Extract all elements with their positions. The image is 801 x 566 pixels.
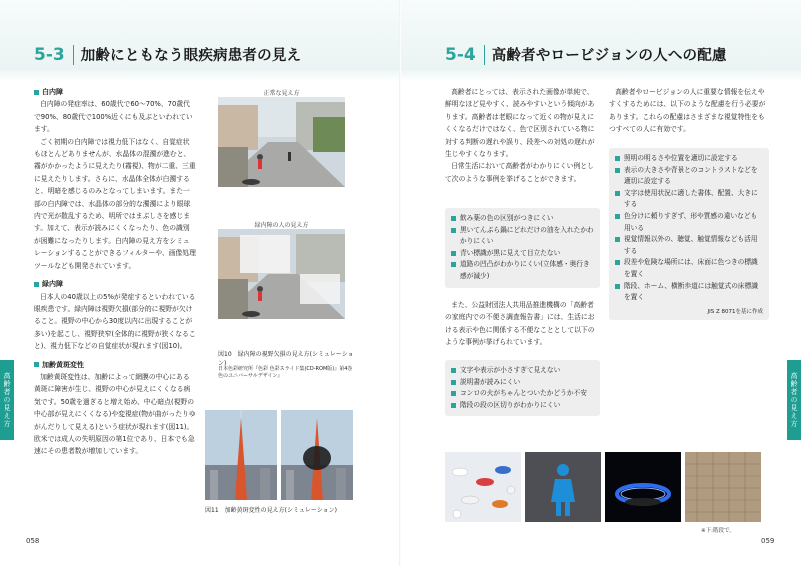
list-item — [615, 153, 763, 165]
paragraph: 高齢者やロービジョンの人に重要な情報を伝えやすくするためには、以下のような配慮を行う必要があります。これらの配慮はさまざまな視覚特性をもつすべての人に有効です。 — [609, 88, 766, 134]
list-item — [615, 188, 763, 211]
side-tab: 高齢者の見え方 — [0, 360, 14, 440]
list-item — [451, 400, 594, 412]
pills-photo — [445, 452, 521, 522]
bullet-square-icon — [451, 391, 456, 396]
section-heading — [34, 44, 301, 65]
list-item — [615, 165, 763, 188]
section-number: 5-3 — [34, 44, 65, 65]
list-item-text: 青い標識が黒に見えて目立たない — [460, 248, 561, 257]
bullet-square-icon — [615, 284, 620, 289]
heading-cataract: 白内障 — [34, 86, 196, 98]
paragraph: 白内障の発症率は、60歳代で60〜70%、70歳代で90%、80歳代で100%近くにも及ぶといわれています。 — [34, 100, 193, 134]
photo-credit: ※下:階段で。 — [701, 528, 735, 534]
list-item — [451, 248, 594, 260]
paragraph: ごく初期の白内障では視力低下はなく、自覚症状もほとんどありませんが、水晶体の混濁が進むと、霧がかかったように見えたり(霧視)、物が二重、三重に見えたりします。さらに、水晶体全体が白濁すると、明暗を感じるのみとなってしまいます。また一部の白内障では、水晶体の部分的な濁濁により眼球内で光が散乱するため、明所ではまぶしさを感じます。加えて、表示が読みにくくなったり、色の識別が困難になったりします。白内障の見え方をシミュレーションすることができるフィルターや、画像処理ツールなども開発されています。 — [34, 137, 196, 270]
right-page — [401, 0, 801, 566]
bullet-square-icon — [615, 168, 620, 173]
bullet-square-icon — [615, 237, 620, 242]
list-item — [615, 234, 763, 257]
figure10-caption: 図10 緑内障の視野欠損の見え方(シミュレーション) — [218, 351, 354, 367]
list-item — [451, 213, 594, 225]
paragraph: 日常生活において高齢者がわかりにくい例として次のような事例を挙げることができます。 — [445, 162, 594, 183]
bullet-square-icon — [451, 251, 456, 256]
street-photo-glaucoma — [218, 229, 345, 319]
bullet-square-icon — [615, 156, 620, 161]
list-item-text: 段差や危険な場所には、床面に色つきの標識を置く — [624, 258, 758, 278]
list-item — [451, 225, 594, 248]
paragraph: 高齢者にとっては、表示された画像が単純で、鮮明なほど見やすく、読みやすいという傾向があります。高齢者は老眼になって近くの物が見えにくくなるだけではなく、色で区別されている物に対する判断の遅れや誤り、段差への対処の遅れが生じやすくなります。 — [445, 88, 595, 159]
paragraph: また、公益財団法人共用品推進機構の「高齢者の家庭内での不便さ調査報告書」には、生活における表示や色に関係する不便なこととして以下のような事例が挙げられています。 — [445, 301, 595, 347]
gas-flame-photo — [605, 452, 681, 522]
left-text-column — [34, 86, 196, 458]
bullet-square-icon — [451, 403, 456, 408]
restroom-sign-photo — [525, 452, 601, 522]
list-item-text: 道路の凹凸がわかりにくい(立体感・奥行き感が減少) — [460, 260, 590, 280]
paragraph: 加齢黄斑変性は、加齢によって網膜の中心にある黄斑に障害が生じ、視野の中心が見えにくくなる病気です。50歳を過ぎると増え始め、中心暗点(視野の中心部が見えにくくなる)や変視症(物が曲がったりゆがんだりして見える)という症状が現れます(図11)。欧米では成人の失明原因の第1位であり、日本でも急速にその患者数が増加しています。 — [34, 372, 196, 456]
box3-source: JIS Z 8071を基に作成 — [707, 308, 763, 315]
page-number: 058 — [26, 537, 40, 545]
bullet-square-icon — [451, 368, 456, 373]
heading-glaucoma: 緑内障 — [34, 278, 196, 290]
section-title: 加齢にともなう眼疾病患者の見え — [80, 48, 302, 64]
list-item-text: 説明書が読みにくい — [460, 377, 521, 386]
bullet-square-icon — [615, 191, 620, 196]
list-item — [615, 257, 763, 280]
example-box-1 — [445, 208, 600, 288]
figure-label-glaucoma: 緑内障の人の見え方 — [254, 222, 309, 229]
list-item-text: 文字は使用状況に適した書体、配置、大きにする — [624, 188, 758, 209]
list-item — [451, 259, 594, 282]
example-box-3 — [609, 148, 769, 320]
right-col2-text — [609, 86, 769, 136]
bullet-square-icon — [615, 214, 620, 219]
list-item-text: 照明の明るさや位置を適切に設定する — [624, 154, 738, 162]
paragraph: 日本人の40歳以上の5%が発症するといわれている眼疾患です。緑内障は視野欠損(部分的に視野が欠けること。視野の中心から30度以内に出現することが多い)を起こし、視野狭窄(全体的に視野が狭くなること)、視力低下などの自覚症状が現れます(図10)。 — [34, 292, 196, 351]
right-col1-text-2 — [445, 299, 600, 349]
bullet-square-icon — [451, 262, 456, 267]
list-item-text: 階段の段の区切りがわかりにくい — [460, 400, 561, 409]
list-item-text: 色分けに頼りすぎず、形や質感の違いなども用いる — [624, 211, 758, 232]
tower-photo-normal — [205, 410, 277, 500]
bullet-square-icon — [615, 260, 620, 265]
figure10-source: 日本色彩研究所『色彩 色彩スライド集(CD-ROM版)』第4巻 色のユニバーサルデザイン』 — [218, 366, 353, 379]
left-page — [0, 0, 400, 566]
side-tab: 高齢者の見え方 — [787, 360, 801, 440]
list-item — [615, 281, 763, 304]
stone-steps-photo — [685, 452, 761, 522]
section-title: 高齢者やロービジョンの人への配慮 — [491, 48, 727, 64]
list-item-text: 表示の大きさや背景とのコントラストなどを適切に設定する — [624, 165, 758, 186]
list-item-text: 飲み薬の色の区別がつきにくい — [460, 214, 554, 222]
list-item — [615, 211, 763, 234]
list-item-text: コンロの火がちゃんとついたかどうか不安 — [460, 389, 587, 398]
list-item-text: 階段、ホーム、横断歩道には触覚式の床標識を置く — [624, 281, 758, 302]
list-item-text: 文字や表示が小さすぎて見えない — [460, 366, 561, 374]
right-col1-text — [445, 86, 600, 185]
tower-photo-amd — [281, 410, 353, 500]
figure11-caption: 図11 加齢黄斑変性の見え方(シミュレーション) — [205, 507, 337, 514]
list-item — [451, 377, 594, 389]
page-number: 059 — [761, 537, 775, 545]
figure-label-normal: 正常な見え方 — [263, 90, 300, 97]
list-item — [451, 365, 594, 377]
bullet-square-icon — [451, 216, 456, 221]
street-photo-normal — [218, 97, 345, 187]
bullet-square-icon — [451, 228, 456, 233]
heading-amd: 加齢黄斑変性 — [34, 359, 196, 371]
list-item-text: 視覚情報以外の、聴覚、触覚情報なども活用する — [624, 235, 758, 255]
example-box-2 — [445, 360, 600, 416]
list-item-text: 黒いてんぷら鍋にどれだけの油を入れたかわかりにくい — [460, 225, 594, 246]
list-item — [451, 388, 594, 400]
bullet-square-icon — [451, 380, 456, 385]
section-heading — [445, 44, 727, 65]
section-number: 5-4 — [445, 44, 476, 65]
